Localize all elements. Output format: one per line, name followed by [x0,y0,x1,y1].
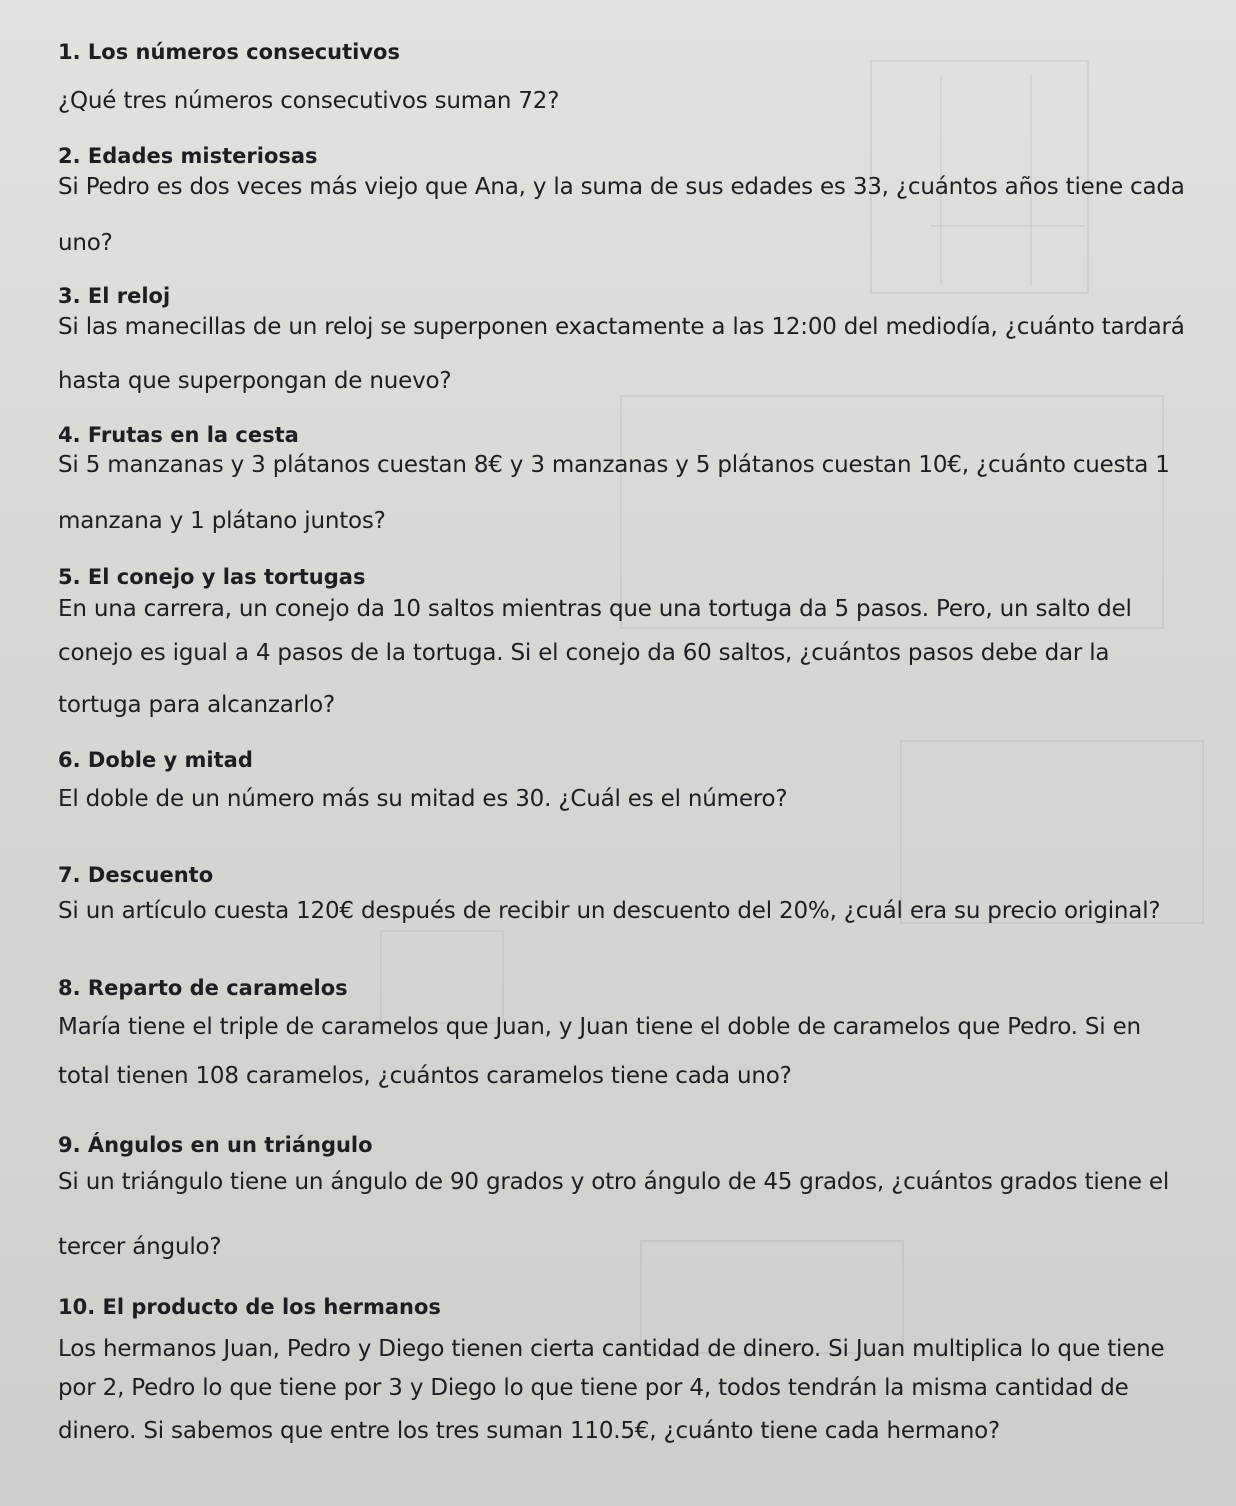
problem-6-title: 6. Doble y mitad [58,748,253,772]
problem-7-title: 7. Descuento [58,863,214,887]
problem-4-title: 4. Frutas en la cesta [58,423,299,447]
problem-8-title: 8. Reparto de caramelos [58,976,348,1000]
problem-5-title: 5. El conejo y las tortugas [58,565,366,589]
problem-8-text-line-2: total tienen 108 caramelos, ¿cuántos caramelos tiene cada uno? [58,1063,792,1089]
problem-10-text-line-3: dinero. Si sabemos que entre los tres suman 110.5€, ¿cuánto tiene cada hermano? [58,1418,1001,1444]
bleed-through-line [930,225,1085,227]
problem-10-text-line-1: Los hermanos Juan, Pedro y Diego tienen cierta cantidad de dinero. Si Juan multiplica lo que tiene [58,1336,1165,1362]
problem-9-text-line-1: Si un triángulo tiene un ángulo de 90 grados y otro ángulo de 45 grados, ¿cuántos grados tiene el [58,1169,1170,1195]
problem-6-text-line-1: El doble de un número más su mitad es 30. ¿Cuál es el número? [58,786,788,812]
problem-5-text-line-2: conejo es igual a 4 pasos de la tortuga. Si el conejo da 60 saltos, ¿cuántos pasos debe dar la [58,640,1110,666]
problem-7-text-line-1: Si un artículo cuesta 120€ después de recibir un descuento del 20%, ¿cuál era su precio original? [58,898,1161,924]
problem-1-text-line-1: ¿Qué tres números consecutivos suman 72? [58,88,560,114]
bleed-through-box [380,930,504,1024]
problem-3-title: 3. El reloj [58,284,171,308]
problem-5-text-line-1: En una carrera, un conejo da 10 saltos mientras que una tortuga da 5 pasos. Pero, un salto del [58,596,1132,622]
bleed-through-box [620,395,1164,629]
problem-5-text-line-3: tortuga para alcanzarlo? [58,692,335,718]
problem-3-text-line-2: hasta que superpongan de nuevo? [58,368,452,394]
problem-2-text-line-2: uno? [58,230,113,256]
problem-3-text-line-1: Si las manecillas de un reloj se superponen exactamente a las 12:00 del mediodía, ¿cuánto tardará [58,314,1185,340]
problem-4-text-line-1: Si 5 manzanas y 3 plátanos cuestan 8€ y 3 manzanas y 5 plátanos cuestan 10€, ¿cuánto cuesta 1 [58,452,1170,478]
problem-9-title: 9. Ángulos en un triángulo [58,1133,373,1157]
bleed-through-box [900,740,1204,924]
problem-4-text-line-2: manzana y 1 plátano juntos? [58,508,386,534]
problem-8-text-line-1: María tiene el triple de caramelos que Juan, y Juan tiene el doble de caramelos que Pedro. Si en [58,1014,1141,1040]
problem-2-title: 2. Edades misteriosas [58,144,318,168]
problem-10-title: 10. El producto de los hermanos [58,1295,441,1319]
problem-9-text-line-2: tercer ángulo? [58,1234,222,1260]
problem-10-text-line-2: por 2, Pedro lo que tiene por 3 y Diego lo que tiene por 4, todos tendrán la misma cantidad de [58,1375,1129,1401]
problem-2-text-line-1: Si Pedro es dos veces más viejo que Ana, y la suma de sus edades es 33, ¿cuántos años tiene cada [58,174,1185,200]
problem-1-title: 1. Los números consecutivos [58,40,400,64]
